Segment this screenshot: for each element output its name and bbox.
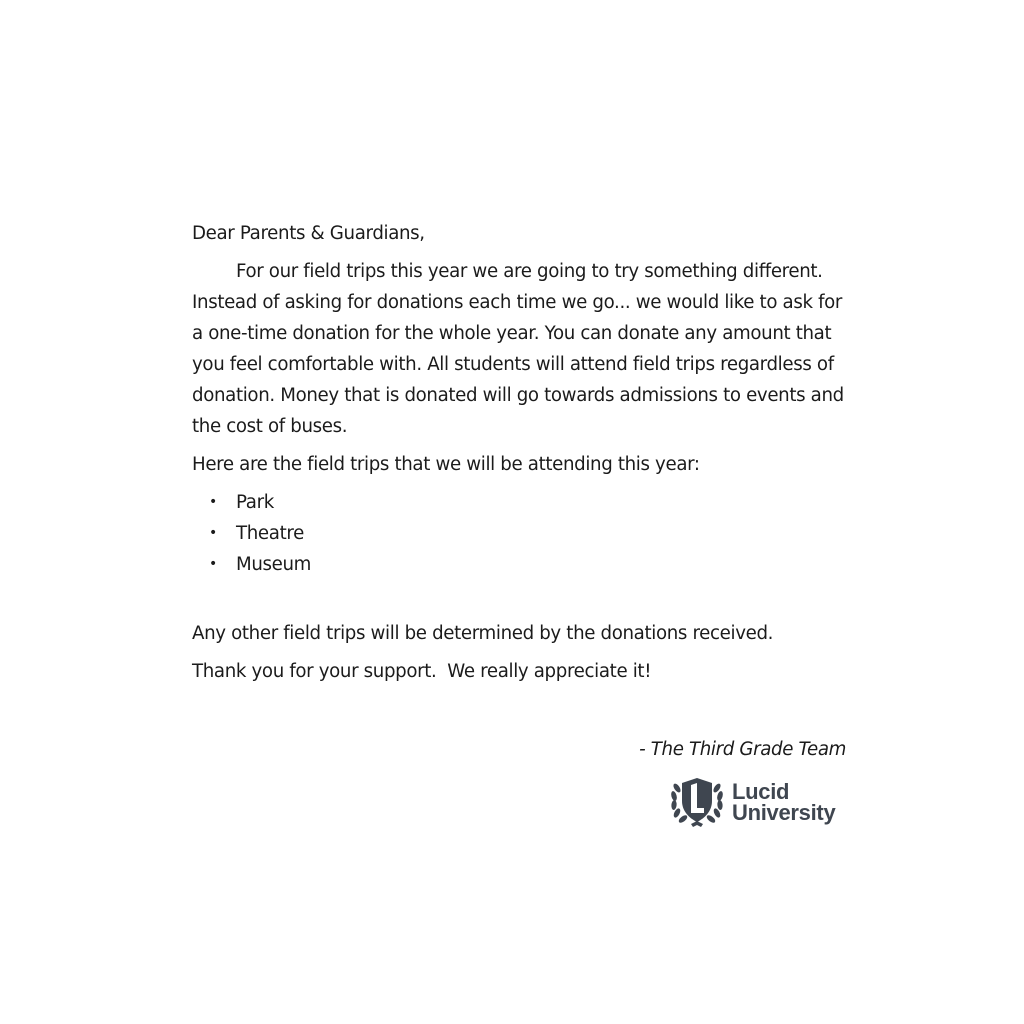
bullet-icon: • (209, 525, 217, 541)
closing-line-1: Any other field trips will be determined by the donations received. (192, 623, 774, 644)
trip-label: Park (236, 492, 274, 513)
laurel-shield-icon (668, 774, 726, 830)
logo-wordmark (732, 781, 835, 823)
list-item (192, 487, 852, 518)
list-item (192, 518, 852, 549)
list-item (192, 549, 852, 580)
trip-label: Theatre (236, 523, 304, 544)
signature: - The Third Grade Team (639, 739, 846, 760)
closing-line-2: Thank you for your support. We really appreciate it! (192, 661, 652, 682)
field-trip-list (192, 487, 852, 580)
bullet-icon: • (209, 494, 217, 510)
bullet-icon: • (209, 556, 217, 572)
lucid-university-logo (668, 774, 835, 830)
greeting: Dear Parents & Guardians, (192, 223, 425, 244)
letter-body (192, 218, 852, 687)
trip-label: Museum (236, 554, 312, 575)
trips-intro: Here are the field trips that we will be attending this year: (192, 454, 700, 475)
logo-line-1: Lucid (732, 779, 790, 804)
logo-line-2: University (732, 800, 836, 825)
body-paragraph: For our field trips this year we are going to try something different. Instead of asking for donations each time we go... we would like to ask for a one-time donation for the whole year. You can donate any amount that you feel comfortable with. All students will attend field trips regardless of donation. Money that is donated will go towards admissions to events and the cost of buses. (192, 261, 844, 437)
